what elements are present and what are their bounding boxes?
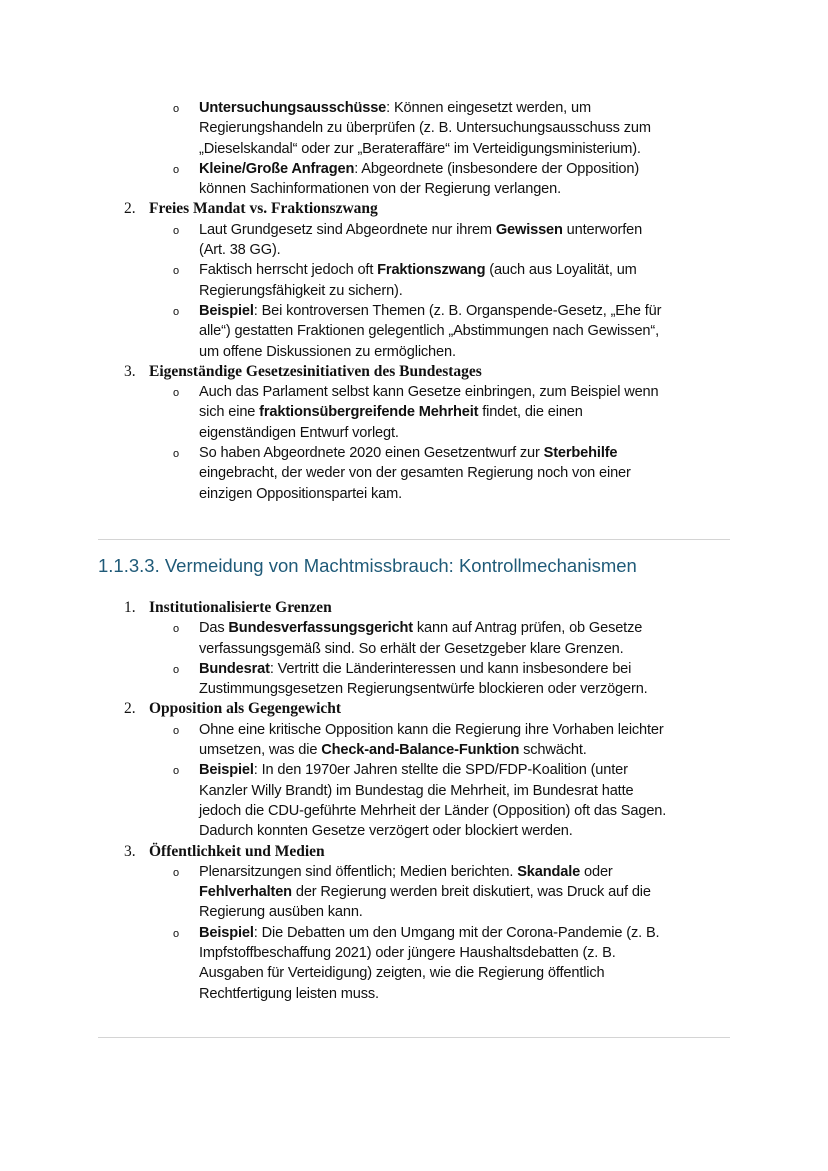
text-line: [0, 740, 828, 760]
line-text: [199, 720, 664, 740]
list-item: [0, 862, 828, 923]
bold-term: Beispiel: [199, 762, 254, 779]
line-text: [199, 923, 659, 943]
bold-term: Untersuchungsausschüsse: [199, 100, 387, 116]
text-line: [0, 423, 828, 443]
numbered-heading-title: Freies Mandat vs. Fraktionszwang: [149, 200, 378, 218]
line-text: [199, 740, 587, 760]
text-line: [0, 443, 828, 463]
list-item: [0, 301, 828, 362]
line-text: [199, 902, 363, 922]
text-segment: sich eine: [199, 404, 260, 421]
text-segment: : Bei kontroversen Themen (z. B. Organspende-Gesetz, „Ehe für: [253, 302, 662, 319]
numbered-heading-title: Opposition als Gegengewicht: [149, 700, 342, 718]
text-line: [0, 902, 828, 922]
list-item: [0, 923, 828, 1004]
bullet-circle-icon: o: [173, 387, 180, 400]
text-line: [0, 159, 828, 179]
line-text: [199, 882, 651, 902]
line-text: [199, 781, 633, 801]
text-segment: : Die Debatten um den Umgang mit der Corona-Pandemie (z. B.: [253, 924, 660, 941]
list-item: [0, 760, 828, 841]
line-text: [199, 760, 628, 780]
line-text: [199, 342, 456, 362]
line-text: [199, 984, 379, 1004]
text-segment: Impfstoffbeschaffung 2021) oder jüngere Haushaltsdebatten (z. B.: [199, 945, 616, 962]
text-segment: Regierungsfähigkeit zu sichern).: [199, 282, 403, 299]
text-line: [0, 139, 828, 159]
text-segment: Dadurch konnten Gesetze verzögert oder blockiert werden.: [199, 823, 573, 840]
bullet-circle-icon: o: [173, 765, 180, 778]
bold-term: Gewissen: [495, 221, 563, 238]
bullet-circle-icon: o: [173, 866, 180, 879]
text-segment: um offene Diskussionen zu ermöglichen.: [199, 343, 456, 360]
list-number: 2.: [124, 700, 136, 718]
section-heading: 1.1.3.3. Vermeidung von Machtmissbrauch: Kontrollmechanismen: [98, 555, 637, 576]
numbered-heading: [0, 199, 828, 219]
text-line: [0, 882, 828, 902]
text-line: [0, 821, 828, 841]
text-line: [0, 659, 828, 679]
section-control-mechanisms-list: [0, 598, 828, 1004]
text-line: [0, 463, 828, 483]
list-item: [0, 443, 828, 504]
text-line: [0, 720, 828, 740]
line-text: [199, 240, 281, 260]
section-continued-list: [0, 98, 828, 504]
text-segment: eingebracht, der weder von der gesamten Regierung noch von einer: [199, 465, 631, 482]
text-line: [0, 801, 828, 821]
line-text: [199, 862, 613, 882]
line-text: [199, 821, 573, 841]
list-number: 3.: [124, 842, 136, 860]
text-line: [0, 98, 828, 118]
line-text: [199, 321, 659, 341]
text-line: [0, 281, 828, 301]
list-item: [0, 159, 828, 200]
bullet-circle-icon: o: [173, 163, 180, 176]
bold-term: Fehlverhalten: [199, 884, 292, 901]
line-text: [199, 443, 617, 463]
list-item: [0, 659, 828, 700]
text-segment: alle“) gestatten Fraktionen gelegentlich „Abstimmungen nach Gewissen“,: [199, 323, 659, 340]
text-line: [0, 240, 828, 260]
numbered-heading: [0, 699, 828, 719]
bullet-circle-icon: o: [173, 265, 180, 278]
numbered-heading: [0, 842, 828, 862]
text-line: [0, 781, 828, 801]
text-segment: Ohne eine kritische Opposition kann die Regierung ihre Vorhaben leichter: [199, 721, 664, 738]
line-text: [199, 963, 605, 983]
text-segment: (Art. 38 GG).: [199, 242, 281, 259]
text-segment: jedoch die CDU-geführte Mehrheit der Länder (Opposition) oft das Sagen.: [199, 802, 667, 819]
list-number: 1.: [124, 599, 136, 616]
list-item: [0, 98, 828, 159]
text-segment: der Regierung werden breit diskutiert, was Druck auf die: [291, 884, 651, 901]
text-segment: Zustimmungsgesetzen Regierungsentwürfe blockieren oder verzögern.: [199, 681, 648, 698]
text-segment: Plenarsitzungen sind öffentlich; Medien berichten.: [199, 863, 518, 880]
list-item: [0, 618, 828, 659]
line-text: [199, 98, 591, 118]
text-segment: verfassungsgemäß sind. So erhält der Gesetzgeber klare Grenzen.: [199, 640, 624, 657]
text-line: [0, 118, 828, 138]
text-segment: : Vertritt die Länderinteressen und kann insbesondere bei: [269, 660, 632, 677]
text-line: [0, 984, 828, 1004]
text-segment: Kanzler Willy Brandt) im Bundestag die Mehrheit, im Bundesrat hatte: [199, 782, 634, 799]
divider: [98, 1037, 730, 1038]
bullet-circle-icon: o: [173, 663, 180, 676]
list-item: [0, 382, 828, 443]
text-line: [0, 963, 828, 983]
text-segment: Laut Grundgesetz sind Abgeordnete nur ihrem: [199, 221, 496, 238]
text-segment: oder: [580, 863, 613, 880]
text-line: [0, 220, 828, 240]
bold-term: Fraktionszwang: [377, 262, 486, 279]
text-line: [0, 301, 828, 321]
bullet-circle-icon: o: [173, 224, 180, 237]
line-text: [199, 801, 666, 821]
numbered-heading-title: Institutionalisierte Grenzen: [149, 599, 332, 616]
line-text: [199, 139, 641, 159]
numbered-heading: [0, 362, 828, 382]
text-segment: Ausgaben für Verteidigung) zeigten, wie die Regierung öffentlich: [199, 965, 605, 982]
text-segment: eigenständigen Entwurf vorlegt.: [199, 424, 399, 441]
text-segment: Das: [199, 620, 229, 637]
list-item: [0, 220, 828, 261]
text-segment: einzigen Oppositionspartei kam.: [199, 485, 403, 502]
line-text: [199, 220, 642, 240]
text-segment: unterworfen: [562, 221, 643, 238]
text-line: [0, 402, 828, 422]
text-segment: : Können eingesetzt werden, um: [386, 100, 591, 116]
bullet-circle-icon: o: [173, 623, 180, 636]
text-segment: findet, die einen: [478, 404, 583, 421]
text-segment: schwächt.: [519, 742, 587, 759]
bold-term: Sterbehilfe: [543, 445, 618, 462]
text-segment: können Sachinformationen von der Regierung verlangen.: [199, 181, 562, 198]
bullet-circle-icon: o: [173, 305, 180, 318]
bold-term: Bundesrat: [199, 660, 270, 677]
line-text: [199, 118, 651, 138]
line-text: [199, 679, 648, 699]
bold-term: fraktionsübergreifende Mehrheit: [259, 404, 479, 421]
text-line: [0, 484, 828, 504]
text-segment: : Abgeordnete (insbesondere der Opposition): [354, 160, 640, 177]
text-segment: Rechtfertigung leisten muss.: [199, 985, 379, 1002]
text-line: [0, 679, 828, 699]
text-line: [0, 321, 828, 341]
text-line: [0, 639, 828, 659]
text-line: [0, 862, 828, 882]
line-text: [199, 281, 403, 301]
line-text: [199, 659, 631, 679]
text-segment: Auch das Parlament selbst kann Gesetze einbringen, zum Beispiel wenn: [199, 384, 659, 401]
bullet-circle-icon: o: [173, 927, 180, 940]
line-text: [199, 484, 402, 504]
numbered-heading-title: Eigenständige Gesetzesinitiativen des Bundestages: [149, 362, 482, 380]
text-segment: Regierung ausüben kann.: [199, 904, 363, 921]
line-text: [199, 618, 642, 638]
text-line: [0, 342, 828, 362]
line-text: [199, 260, 637, 280]
text-segment: So haben Abgeordnete 2020 einen Gesetzentwurf zur: [199, 445, 544, 462]
numbered-heading: [0, 598, 828, 618]
text-segment: : In den 1970er Jahren stellte die SPD/FDP-Koalition (unter: [253, 762, 628, 779]
line-text: [199, 463, 631, 483]
text-line: [0, 382, 828, 402]
text-line: [0, 923, 828, 943]
text-segment: Faktisch herrscht jedoch oft: [199, 262, 378, 279]
text-segment: „Dieselskandal“ oder zur „Berateraffäre“ im Verteidigungsministerium).: [199, 140, 641, 157]
line-text: [199, 179, 561, 199]
divider: [98, 539, 730, 540]
text-line: [0, 260, 828, 280]
bullet-circle-icon: o: [173, 724, 180, 737]
line-text: [199, 402, 583, 422]
text-segment: umsetzen, was die: [199, 742, 322, 759]
bullet-circle-icon: o: [173, 103, 180, 115]
line-text: [199, 382, 659, 402]
list-number: 2.: [124, 200, 136, 218]
line-text: [199, 423, 399, 443]
bold-term: Kleine/Große Anfragen: [199, 160, 355, 177]
text-segment: (auch aus Loyalität, um: [485, 262, 637, 279]
bold-term: Skandale: [517, 863, 581, 880]
line-text: [199, 943, 616, 963]
text-line: [0, 179, 828, 199]
bold-term: Check-and-Balance-Funktion: [321, 742, 520, 759]
line-text: [199, 639, 624, 659]
text-line: [0, 943, 828, 963]
bold-term: Beispiel: [199, 924, 254, 941]
line-text: [199, 301, 661, 321]
bold-term: Beispiel: [199, 302, 254, 319]
list-item: [0, 720, 828, 761]
list-item: [0, 260, 828, 301]
bold-term: Bundesverfassungsgericht: [228, 620, 413, 637]
bullet-circle-icon: o: [173, 448, 180, 461]
text-line: [0, 618, 828, 638]
text-segment: kann auf Antrag prüfen, ob Gesetze: [412, 620, 643, 637]
line-text: [199, 159, 639, 179]
text-segment: Regierungshandeln zu überprüfen (z. B. Untersuchungsausschuss zum: [199, 120, 651, 137]
text-line: [0, 760, 828, 780]
list-number: 3.: [124, 362, 136, 380]
numbered-heading-title: Öffentlichkeit und Medien: [149, 842, 325, 860]
